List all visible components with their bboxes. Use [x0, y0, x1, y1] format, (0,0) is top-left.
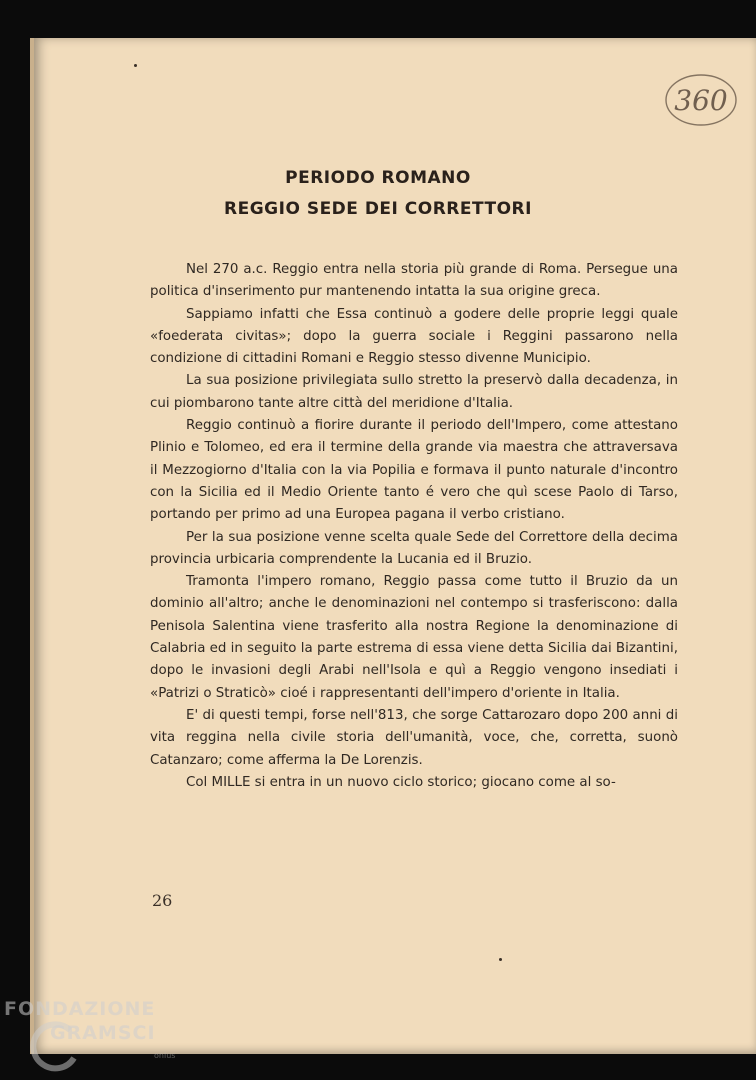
handwritten-archive-number [663, 71, 739, 129]
page-title-line1: PERIODO ROMANO [285, 168, 471, 188]
page-title-line2: REGGIO SEDE DEI CORRETTORI [224, 199, 532, 219]
watermark-line1: FONDAZIONE [4, 998, 156, 1020]
paper-speck [134, 64, 137, 67]
watermark [2, 996, 202, 1080]
paragraph: Reggio continuò a fiorire durante il periodo dell'Impero, come attestano Plinio e Tolomeo, ed era il termine della grande via maestra che attraversava il Mezzogiorno d'Italia con la via Popilia e formava il punto naturale d'incontro con la Sicilia ed il Medio Oriente tanto é vero che quì scese Paolo di Tarso, portando per primo ad una Europea pagana il verbo cristiano. [150, 418, 678, 523]
paragraph: Col MILLE si entra in un nuovo ciclo storico; giocano come al so- [186, 774, 616, 790]
paragraph: La sua posizione privilegiata sullo stretto la preservò dalla decadenza, in cui piombarono tante altre città del meridione d'Italia. [150, 373, 678, 411]
page-number: 26 [152, 891, 173, 910]
paragraph: Per la sua posizione venne scelta quale Sede del Correttore della decima provincia urbicaria comprendente la Lucania ed il Bruzio. [150, 529, 678, 567]
paragraph: Nel 270 a.c. Reggio entra nella storia più grande di Roma. Persegue una politica d'inserimento pur mantenendo intatta la sua origine greca. [150, 262, 678, 300]
watermark-line2: GRAMSCI [50, 1022, 156, 1044]
watermark-line3: onlus [154, 1051, 176, 1060]
paragraph: E' di questi tempi, forse nell'813, che sorge Cattarozaro dopo 200 anni di vita reggina nella civile storia dell'umanità, voce, che, corretta, suonò Catanzaro; come afferma la De Lorenzis. [150, 707, 678, 768]
paragraph: Tramonta l'impero romano, Reggio passa come tutto il Bruzio da un dominio all'altro; anche le denominazioni nel contempo si trasferiscono: dalla Penisola Salentina viene trasferito alla nostra Regione la denominazione di Calabria ed in seguito la parte estrema di essa viene detta Sicilia dai Bizantini, dopo le invasioni degli Arabi nell'Isola e quì a Reggio vengono insediati i «Patrizi o Straticò» cioé i rappresentanti dell'impero d'oriente in Italia. [150, 574, 678, 701]
body-text [150, 259, 678, 794]
paragraph: Sappiamo infatti che Essa continuò a godere delle proprie leggi quale «foederata civitas»; dopo la guerra sociale i Reggini passarono nella condizione di cittadini Romani e Reggio stesso divenne Municipio. [150, 306, 678, 367]
handwritten-number-text: 360 [674, 84, 728, 117]
paper-speck [499, 958, 502, 961]
